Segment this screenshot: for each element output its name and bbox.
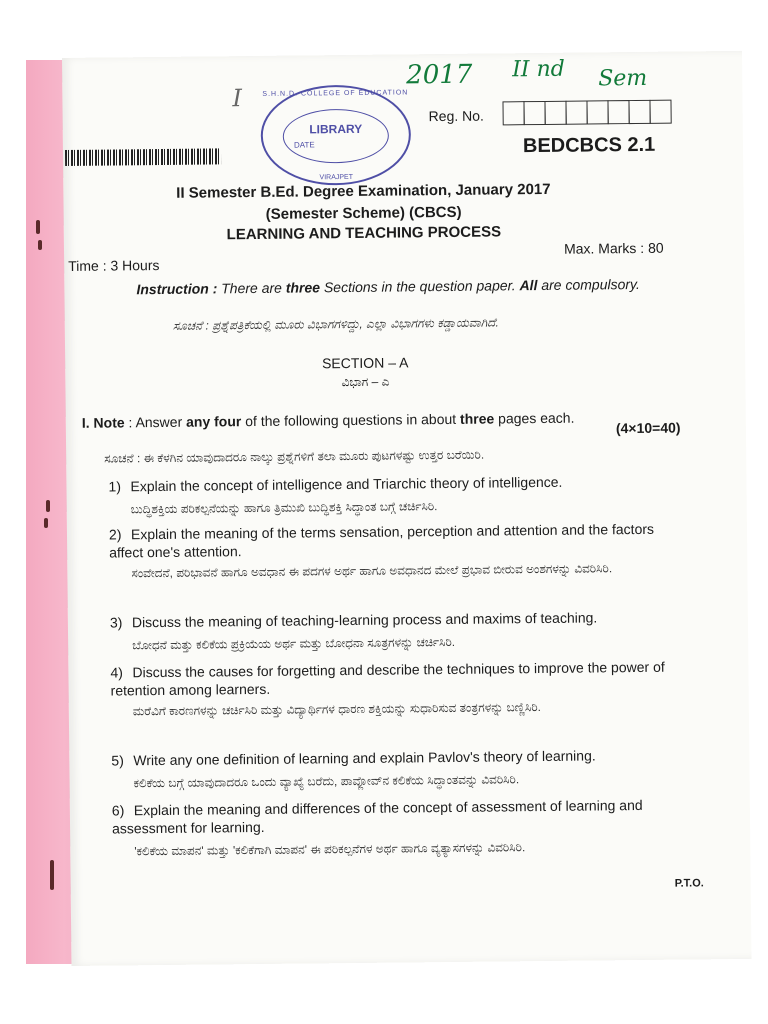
instruction-text-a: There are [221, 279, 286, 297]
question-number: 5) [111, 752, 124, 769]
instruction-text-d: All [519, 277, 538, 294]
question-kannada: ಮರೆವಿಗೆ ಕಾರಣಗಳನ್ನು ಚರ್ಚಿಸಿರಿ ಮತ್ತು ವಿದ್ಯಾರ್ಥಿಗಳ ಧಾರಣ ಶಕ್ತಿಯನ್ನು ಸುಧಾರಿಸುವ ತಂತ್ರಗಳನ್ನು ಬಣ್ಣಿಸಿರಿ. [132, 700, 542, 719]
question-text: Explain the meaning of the terms sensation, perception and attention and the factors affect one's attention. [109, 520, 655, 561]
reg-no-box[interactable] [565, 100, 587, 124]
instruction-kannada: ಸೂಚನೆ : ಪ್ರಶ್ನೆಪತ್ರಿಕೆಯಲ್ಲಿ ಮೂರು ವಿಭಾಗಗಳಿದ್ದು, ಎಲ್ಲಾ ವಿಭಾಗಗಳು ಕಡ್ಡಾಯವಾಗಿದೆ. [172, 315, 499, 333]
note-text-c: of the following questions in about [241, 410, 461, 430]
reg-no-box[interactable] [544, 101, 566, 125]
stamp-inner-ring [283, 109, 390, 164]
reg-no-box[interactable] [649, 100, 671, 124]
handwritten-year: 2017 [406, 59, 473, 91]
library-stamp [260, 84, 411, 186]
note-kannada: ಸೂಚನೆ : ಈ ಕೆಳಗಿನ ಯಾವುದಾದರೂ ನಾಲ್ಕು ಪ್ರಶ್ನೆಗಳಿಗೆ ತಲಾ ಮೂರು ಪುಟಗಳಷ್ಟು ಉತ್ತರ ಬರೆಯಿರಿ. [104, 447, 485, 466]
question-number: 6) [111, 802, 125, 819]
question-number: 2) [108, 526, 122, 543]
note-number: I. [81, 414, 90, 431]
question-item [111, 746, 671, 770]
stamp-title: LIBRARY [309, 121, 363, 137]
note-text-a: : Answer [124, 413, 187, 431]
question-kannada: ಬುದ್ಧಿಶಕ್ತಿಯ ಪರಿಕಲ್ಪನೆಯನ್ನು ಹಾಗೂ ತ್ರಿಮುಖಿ ಬುದ್ಧಿಶಕ್ತಿ ಸಿದ್ಧಾಂತ ಬಗ್ಗೆ ಚರ್ಚಿಸಿರಿ. [130, 499, 438, 517]
exam-title-line2: (Semester Scheme) (CBCS) [265, 203, 462, 223]
margin-mark [46, 500, 50, 512]
question-text: Discuss the meaning of teaching-learning process and maxims of teaching. [131, 609, 598, 631]
handwritten-semester: II nd [512, 56, 565, 83]
section-title-kannada: ವಿಭಾಗ – ಎ [341, 374, 390, 390]
question-item [108, 472, 668, 496]
instruction-text-b: three [285, 279, 321, 296]
reg-no-box[interactable] [628, 100, 650, 124]
margin-mark [50, 860, 54, 890]
exam-paper [62, 51, 751, 966]
time-allowed: Time : 3 Hours [68, 256, 160, 274]
margin-mark [36, 220, 40, 234]
stamp-place: VIRAJPET [319, 173, 354, 182]
exam-subject-title: LEARNING AND TEACHING PROCESS [226, 223, 502, 244]
question-text: Write any one definition of learning and explain Pavlov's theory of learning. [133, 747, 596, 769]
reg-no-boxes [502, 100, 670, 126]
note-text-d: three [459, 410, 495, 427]
question-number: 1) [108, 478, 122, 495]
section-title: SECTION – A [321, 354, 409, 372]
handwritten-sem: Sem [598, 65, 648, 92]
question-text: Discuss the causes for forgetting and describe the techniques to improve the power of retention among learners. [110, 658, 665, 699]
note-marks: (4×10=40) [615, 419, 681, 437]
note-label: Note [93, 414, 125, 431]
question-number: 3) [109, 614, 123, 631]
question-item [112, 796, 672, 838]
instruction-text-e: are compulsory. [537, 275, 640, 294]
stamp-ring-text: S.H.N.D. COLLEGE OF EDUCATION [262, 89, 409, 98]
max-marks: Max. Marks : 80 [563, 239, 664, 257]
note-text-e: pages each. [494, 409, 575, 427]
instruction-block [136, 274, 656, 299]
question-text: Explain the concept of intelligence and Triarchic theory of intelligence. [130, 473, 563, 495]
question-item [110, 608, 670, 632]
pto-label: P.T.O. [674, 877, 704, 890]
instruction-label: Instruction : [136, 280, 218, 298]
question-number: 4) [110, 664, 123, 681]
question-kannada: 'ಕಲಿಕೆಯ ಮಾಪನ' ಮತ್ತು 'ಕಲಿಕೆಗಾಗಿ ಮಾಪನ' ಈ ಪರಿಕಲ್ಪನೆಗಳ ಅರ್ಥ ಹಾಗೂ ವ್ಯತ್ಯಾಸಗಳನ್ನು ವಿವರಿಸಿರಿ. [134, 840, 526, 859]
reg-no-label: Reg. No. [428, 107, 484, 125]
reg-no-box[interactable] [586, 100, 608, 124]
margin-mark [38, 240, 42, 250]
question-kannada: ಬೋಧನೆ ಮತ್ತು ಕಲಿಕೆಯ ಪ್ರಕ್ರಿಯೆಯ ಅರ್ಥ ಮತ್ತು ಬೋಧನಾ ಸೂತ್ರಗಳನ್ನು ಚರ್ಚಿಸಿರಿ. [132, 634, 456, 653]
reg-no-box[interactable] [502, 101, 524, 125]
question-text: Explain the meaning and differences of the concept of assessment of learning and assessment for learning. [111, 796, 643, 837]
stamp-date-label: DATE [293, 140, 315, 150]
paper-code: BEDCBCS 2.1 [522, 133, 656, 158]
question-item [110, 658, 670, 700]
note-block [82, 408, 602, 431]
margin-mark [44, 518, 48, 528]
question-kannada: ಸಂವೇದನೆ, ಪರಿಭಾವನೆ ಹಾಗೂ ಅವಧಾನ ಈ ಪದಗಳ ಅರ್ಥ ಹಾಗೂ ಅವಧಾನದ ಮೇಲೆ ಪ್ರಭಾವ ಬೀರುವ ಅಂಶಗಳನ್ನು ವಿವರಿಸಿರಿ. [131, 561, 613, 581]
handwritten-mark: I [232, 84, 243, 113]
question-kannada: ಕಲಿಕೆಯ ಬಗ್ಗೆ ಯಾವುದಾದರೂ ಒಂದು ವ್ಯಾಖ್ಯೆ ಬರೆದು, ಪಾವ್ಲೋವ್‌ನ ಕಲಿಕೆಯ ಸಿದ್ಧಾಂತವನ್ನು ವಿವರಿಸಿರಿ. [133, 772, 520, 791]
reg-no-box[interactable] [523, 101, 545, 125]
note-text-b: any four [185, 413, 242, 430]
instruction-text-c: Sections in the question paper. [319, 277, 520, 296]
reg-no-box[interactable] [607, 100, 629, 124]
question-item [109, 520, 669, 562]
barcode [65, 148, 221, 166]
exam-title-line1: II Semester B.Ed. Degree Examination, January 2017 [176, 180, 551, 202]
